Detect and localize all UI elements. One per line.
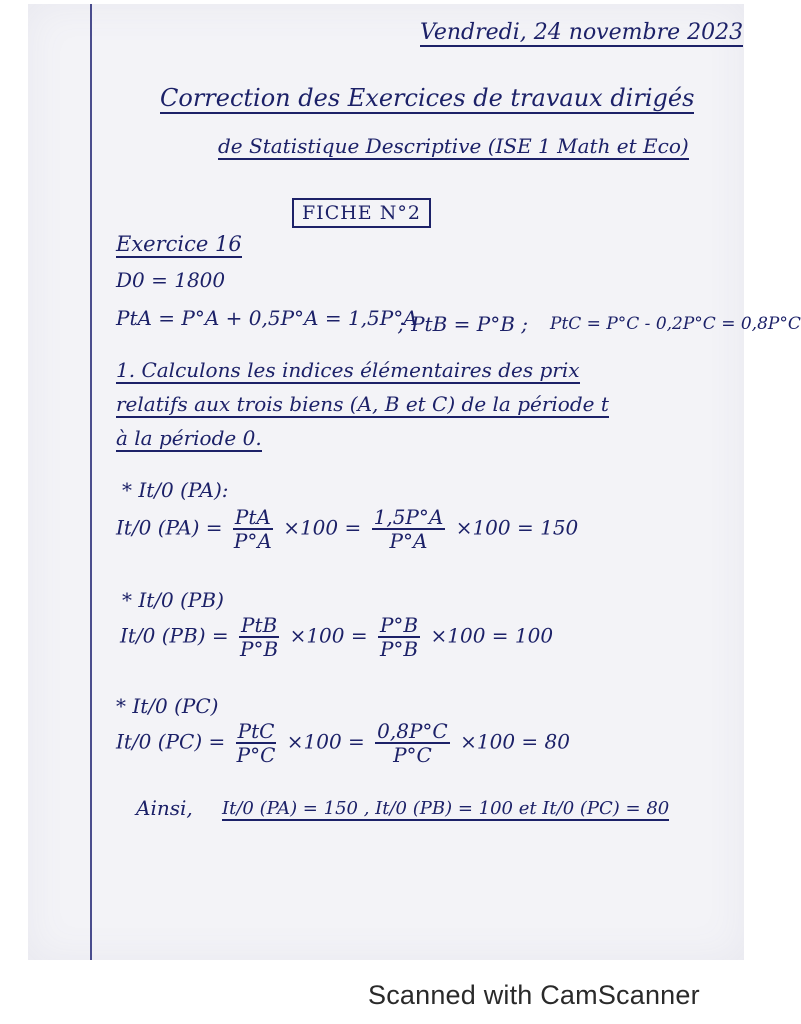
fraction-numerator: 0,8P°C bbox=[377, 719, 448, 743]
fraction-numerator: PtC bbox=[237, 719, 275, 743]
question-1-line-1: 1. Calculons les indices élémentaires des prix bbox=[116, 358, 580, 382]
index-a-heading: * It/0 (PA): bbox=[122, 478, 229, 502]
fraction-denominator: P°A bbox=[389, 529, 428, 553]
index-b-heading: * It/0 (PB) bbox=[122, 588, 224, 612]
fraction-numerator: PtB bbox=[241, 613, 278, 637]
index-c-end: ×100 = 80 bbox=[460, 729, 570, 754]
title-line-1: Correction des Exercices de travaux dirigés bbox=[160, 84, 695, 112]
price-b-line: ; PtB = P°B ; bbox=[398, 312, 529, 336]
fraction-denominator: P°B bbox=[240, 637, 279, 661]
fraction-denominator: P°B bbox=[379, 637, 419, 661]
fraction-denominator: P°C bbox=[393, 743, 432, 767]
scanner-watermark: Scanned with CamScanner bbox=[368, 980, 700, 1010]
index-a-equation bbox=[116, 506, 578, 552]
index-c-fraction-1 bbox=[236, 720, 277, 766]
conclusion-statement: It/0 (PA) = 150 , It/0 (PB) = 100 et It/0 (PC) = 80 bbox=[222, 798, 670, 819]
fraction-denominator: P°C bbox=[236, 743, 276, 767]
index-a-fraction-2 bbox=[372, 506, 446, 552]
index-c-left: It/0 (PC) = bbox=[116, 729, 226, 754]
question-1-line-2: relatifs aux trois biens (A, B et C) de la période t bbox=[116, 392, 609, 416]
index-b-left: It/0 (PB) = bbox=[120, 623, 229, 648]
index-b-equation bbox=[120, 614, 553, 660]
index-b-fraction-2 bbox=[378, 614, 420, 660]
fraction-denominator: P°A bbox=[233, 529, 272, 553]
fraction-numerator: P°B bbox=[379, 613, 419, 637]
index-c-equation bbox=[116, 720, 570, 766]
index-c-mid: ×100 = bbox=[286, 729, 365, 754]
fraction-numerator: PtA bbox=[234, 505, 271, 529]
conclusion-word: Ainsi, bbox=[136, 796, 193, 820]
index-c-heading: * It/0 (PC) bbox=[116, 694, 219, 718]
index-b-mid: ×100 = bbox=[289, 623, 368, 648]
date-heading: Vendredi, 24 novembre 2023 bbox=[420, 20, 744, 45]
question-1-line-3: à la période 0. bbox=[116, 426, 262, 450]
sheet-label: FICHE N°2 bbox=[292, 198, 431, 228]
index-a-mid: ×100 = bbox=[283, 515, 362, 540]
title-line-2: de Statistique Descriptive (ISE 1 Math et Eco) bbox=[218, 134, 689, 158]
fraction-numerator: 1,5P°A bbox=[373, 505, 444, 529]
exercise-title: Exercice 16 bbox=[116, 232, 242, 256]
index-a-fraction-1 bbox=[233, 506, 273, 552]
d0-line: D0 = 1800 bbox=[116, 268, 226, 292]
price-c-line: PtC = P°C - 0,2P°C = 0,8P°C bbox=[550, 314, 801, 334]
index-b-fraction-1 bbox=[239, 614, 279, 660]
index-a-end: ×100 = 150 bbox=[455, 515, 579, 540]
margin-line bbox=[90, 4, 92, 960]
index-c-fraction-2 bbox=[375, 720, 450, 766]
index-a-left: It/0 (PA) = bbox=[116, 515, 223, 540]
price-a-line: PtA = P°A + 0,5P°A = 1,5P°A bbox=[116, 306, 418, 330]
index-b-end: ×100 = 100 bbox=[430, 623, 554, 648]
